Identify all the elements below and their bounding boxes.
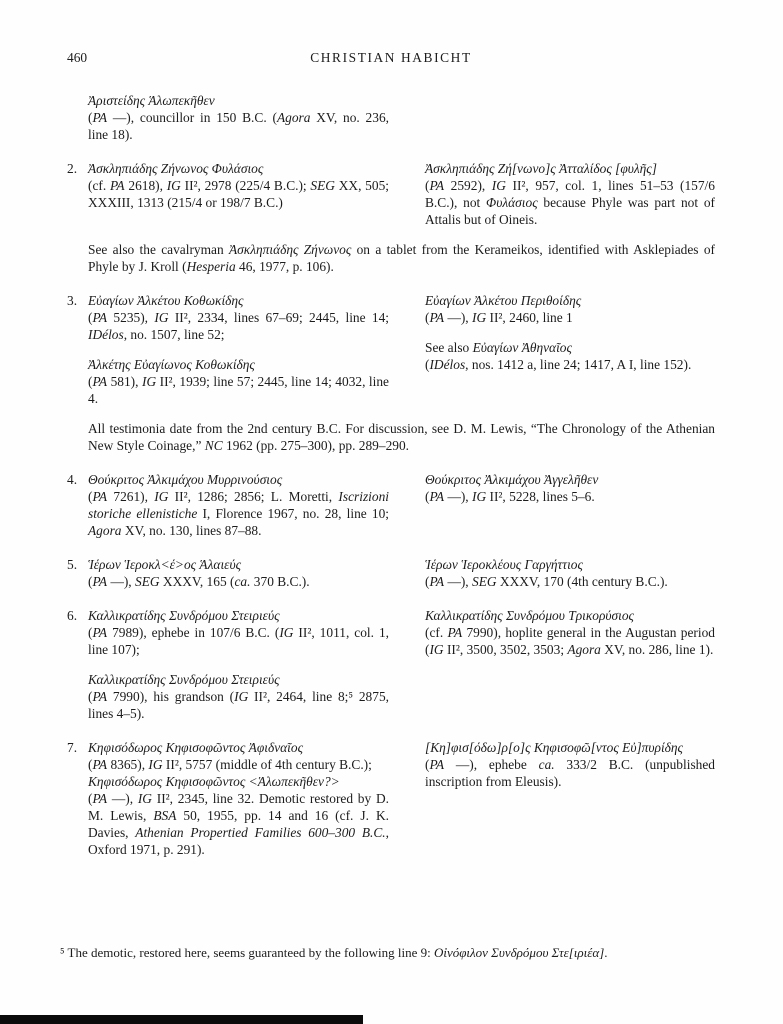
page-number: 460 <box>67 50 88 65</box>
person-block <box>88 671 389 722</box>
person-block <box>425 556 715 590</box>
entry-left-column <box>88 739 389 858</box>
person-references: (PA 2592), IG II², 957, col. 1, lines 51–53 (157/6 B.C.), not Φυλάσιος because Phyle was part not of Attalis but of Oineis. <box>425 178 716 227</box>
entry-left-column <box>88 471 389 539</box>
entry-right-column <box>425 292 715 407</box>
entry-number <box>67 92 88 143</box>
entry <box>67 160 715 275</box>
person-name-greek: Ἀσκληπιάδης Ζήνωνος Φυλάσιος <box>88 161 264 176</box>
person-references: (PA —), SEG XXXV, 170 (4th century B.C.). <box>425 574 668 589</box>
entry-note: All testimonia date from the 2nd century B.C. For discussion, see D. M. Lewis, “The Chronology of the Athenian New Style Coinage,” NC 1962 (pp. 275–300), pp. 289–290. <box>88 421 715 453</box>
person-block <box>88 356 389 407</box>
person-name-greek: Ἀλκέτης Εὐαγίωνος Κοθωκίδης <box>88 357 255 372</box>
scan-artifact-bar <box>0 1015 363 1024</box>
person-references: (PA 581), IG II², 1939; line 57; 2445, line 14; 4032, line 4. <box>88 374 389 406</box>
person-references: (PA —), councillor in 150 B.C. (Agora XV, no. 236, line 18). <box>88 110 389 142</box>
person-block <box>425 739 715 790</box>
entry <box>67 556 715 590</box>
entry <box>67 92 715 143</box>
person-references: (PA —), IG II², 2345, line 32. Demotic restored by D. M. Lewis, BSA 50, 1955, pp. 14 and 16 (cf. J. K. Davies, Athenian Propertied Families 600–300 B.C., Oxford 1971, p. 291). <box>88 791 389 857</box>
entry-right-column <box>425 556 715 590</box>
person-references: (cf. PA 2618), IG II², 2978 (225/4 B.C.); SEG XX, 505; XXXIII, 1313 (215/4 or 198/7 B.C.) <box>88 178 389 210</box>
person-name-greek: Ἀσκληπιάδης Ζή[νωνο]ς Ἀτταλίδος [φυλῆς] <box>425 161 657 176</box>
entry-number: 5. <box>67 557 78 572</box>
running-title: CHRISTIAN HABICHT <box>310 50 472 65</box>
person-block <box>425 607 715 658</box>
person-references: (PA 7989), ephebe in 107/6 B.C. (IG II², 1011, col. 1, line 107); <box>88 625 389 657</box>
entry-left-column <box>88 556 389 590</box>
person-block <box>425 339 715 373</box>
person-block <box>88 471 389 539</box>
entry-number: 6. <box>67 608 78 623</box>
entry-number: 7. <box>67 740 78 755</box>
person-references: (PA 5235), IG II², 2334, lines 67–69; 2445, line 14; IDélos, no. 1507, line 52; <box>88 310 389 342</box>
entry-right-column <box>425 92 715 143</box>
entry-left-column <box>88 607 389 722</box>
entry-left-column <box>88 92 389 143</box>
person-references: (PA —), IG II², 5228, lines 5–6. <box>425 489 595 504</box>
person-references: (PA —), ephebe ca. 333/2 B.C. (unpublished inscription from Eleusis). <box>425 757 715 789</box>
person-block <box>425 160 715 228</box>
person-block <box>88 292 389 343</box>
person-name-greek: Καλλικρατίδης Συνδρόμου Τρικορύσιος <box>425 608 634 623</box>
person-name-greek: Καλλικρατίδης Συνδρόμου Στειριεύς <box>88 672 280 687</box>
person-name-greek: Θούκριτος Ἀλκιμάχου Ἀγγελῆθεν <box>425 472 599 487</box>
person-name-greek: Καλλικρατίδης Συνδρόμου Στειριεύς <box>88 608 280 623</box>
entry <box>67 292 715 454</box>
entry-right-column <box>425 607 715 722</box>
person-name-greek: Κηφισόδωρος Κηφισοφῶντος Ἀφιδναῖος <box>88 740 304 755</box>
person-name-greek: Κηφισόδωρος Κηφισοφῶντος <Ἁλωπεκῆθεν?> <box>88 774 340 789</box>
person-block <box>425 471 715 505</box>
entry-right-column <box>425 160 715 228</box>
person-references: (PA —), SEG XXXV, 165 (ca. 370 B.C.). <box>88 574 310 589</box>
entry-right-column <box>425 739 715 858</box>
person-name-greek: Θούκριτος Ἀλκιμάχου Μυρρινούσιος <box>88 472 283 487</box>
person-references: (cf. PA 7990), hoplite general in the Augustan period (IG II², 3500, 3502, 3503; Agora XV, no. 286, line 1). <box>425 625 715 657</box>
entry-number: 4. <box>67 472 78 487</box>
person-references: (PA —), IG II², 2460, line 1 <box>425 310 573 325</box>
entry-left-column <box>88 292 389 407</box>
person-references: (IDélos, nos. 1412 a, line 24; 1417, A I, line 152). <box>425 357 692 372</box>
entry-number: 2. <box>67 161 78 176</box>
see-also-reference: See also Εὐαγίων Ἀθηναῖος <box>425 340 572 355</box>
entry <box>67 471 715 539</box>
footnote: ⁵ The demotic, restored here, seems guaranteed by the following line 9: Οἰνόφιλον Συνδρόμου Στε[ιριέα]. <box>60 945 608 960</box>
person-block <box>425 292 715 326</box>
person-name-greek: Ἱέρων Ἱεροκλ<έ>ος Ἁλαιεύς <box>88 557 242 572</box>
person-name-greek: Ἀριστείδης Ἁλωπεκῆθεν <box>88 93 215 108</box>
person-block <box>88 92 389 143</box>
person-references: (PA 8365), IG II², 5757 (middle of 4th century B.C.); <box>88 757 372 772</box>
entry-note: See also the cavalryman Ἀσκληπιάδης Ζήνωνος on a tablet from the Kerameikos, identified with Asklepiades of Phyle by J. Kroll (Hesperia 46, 1977, p. 106). <box>88 242 715 274</box>
person-block <box>88 160 389 211</box>
entry-left-column <box>88 160 389 228</box>
running-header <box>67 49 715 66</box>
person-name-greek: Εὐαγίων Ἀλκέτου Κοθωκίδης <box>88 293 244 308</box>
person-name-greek: [Κη]φισ[όδω]ρ[ο]ς Κηφισοφῶ[ντος Εὐ]πυρίδης <box>425 740 683 755</box>
entry-number: 3. <box>67 293 78 308</box>
person-block <box>88 607 389 658</box>
person-name-greek: Ἱέρων Ἱεροκλέους Γαργήττιος <box>425 557 583 572</box>
person-block <box>88 773 389 858</box>
entry <box>67 739 715 858</box>
person-block <box>88 739 389 773</box>
person-block <box>88 556 389 590</box>
person-name-greek: Εὐαγίων Ἀλκέτου Περιθοίδης <box>425 293 582 308</box>
entry <box>67 607 715 722</box>
person-references: (PA 7990), his grandson (IG II², 2464, line 8;⁵ 2875, lines 4–5). <box>88 689 389 721</box>
person-references: (PA 7261), IG II², 1286; 2856; L. Moretti, Iscrizioni storiche ellenistiche I, Florence 1967, no. 28, line 10; Agora XV, no. 130, lines 87–88. <box>88 489 389 538</box>
entry-right-column <box>425 471 715 539</box>
